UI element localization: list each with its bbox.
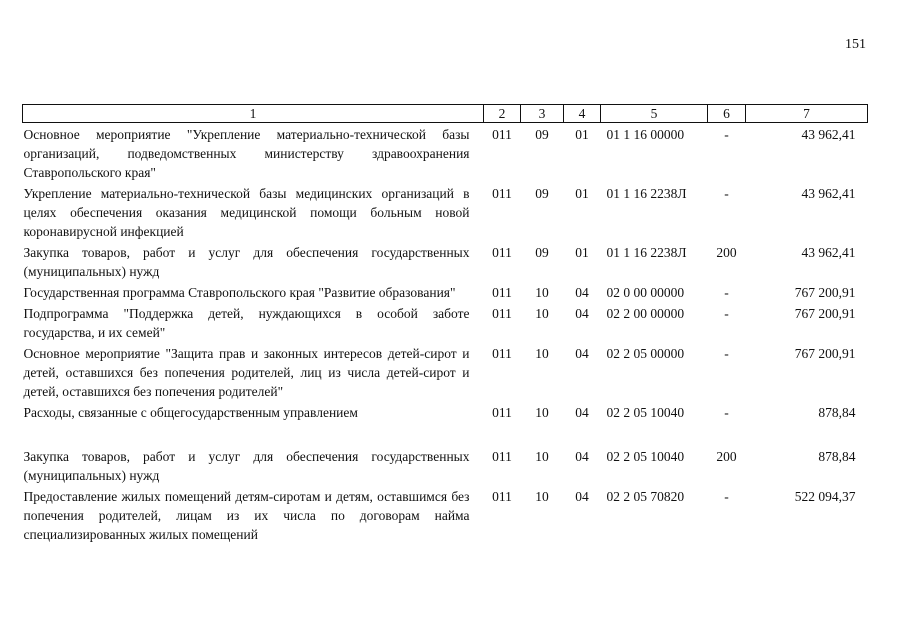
table-row [23, 445, 868, 485]
target-article: 02 0 00 00000 [606, 285, 685, 300]
section-code: 09 [535, 127, 549, 142]
section-code: 10 [535, 346, 549, 361]
header-cell: 6 [708, 105, 746, 123]
ministry-code: 011 [492, 346, 512, 361]
row-name: Основное мероприятие "Защита прав и законных интересов детей-сирот и детей, оставшихся без попечения родителей, лиц из числа детей-сирот и детей, оставшихся без попечения родителей" [23, 346, 470, 399]
subsection-code: 01 [575, 245, 589, 260]
ministry-code: 011 [492, 186, 512, 201]
header-cell: 2 [484, 105, 521, 123]
subsection-code: 04 [575, 285, 589, 300]
amount: 522 094,37 [794, 489, 856, 504]
table-row [23, 485, 868, 544]
expense-type: 200 [716, 245, 737, 260]
subsection-code: 04 [575, 306, 589, 321]
table-row [23, 342, 868, 401]
expense-type: - [724, 186, 729, 201]
section-code: 10 [535, 449, 549, 464]
table-row [23, 401, 868, 445]
table-row [23, 302, 868, 342]
table-row [23, 123, 868, 183]
ministry-code: 011 [492, 127, 512, 142]
header-cell: 3 [521, 105, 564, 123]
budget-table [22, 104, 868, 544]
target-article: 02 2 05 00000 [606, 346, 685, 361]
expense-type: - [724, 489, 729, 504]
row-name: Закупка товаров, работ и услуг для обеспечения государственных (муниципальных) нужд [23, 449, 470, 483]
expense-type: 200 [716, 449, 737, 464]
section-code: 09 [535, 245, 549, 260]
ministry-code: 011 [492, 285, 512, 300]
section-code: 10 [535, 405, 549, 420]
ministry-code: 011 [492, 489, 512, 504]
expense-type: - [724, 306, 729, 321]
header-cell: 1 [23, 105, 484, 123]
header-row [23, 105, 868, 123]
page-number: 151 [845, 37, 866, 52]
ministry-code: 011 [492, 306, 512, 321]
table-row [23, 281, 868, 302]
section-code: 10 [535, 306, 549, 321]
ministry-code: 011 [492, 245, 512, 260]
row-name: Подпрограмма "Поддержка детей, нуждающихся в особой заботе государства, и их семей" [23, 306, 470, 340]
subsection-code: 01 [575, 186, 589, 201]
expense-type: - [724, 127, 729, 142]
row-name: Расходы, связанные с общегосударственным управлением [23, 405, 358, 420]
row-name: Закупка товаров, работ и услуг для обеспечения государственных (муниципальных) нужд [23, 245, 470, 279]
header-cell: 5 [601, 105, 708, 123]
row-name: Государственная программа Ставропольского края "Развитие образования" [23, 285, 456, 300]
amount: 43 962,41 [801, 245, 856, 260]
header-cell: 7 [746, 105, 868, 123]
subsection-code: 04 [575, 449, 589, 464]
row-name: Предоставление жилых помещений детям-сиротам и детям, оставшимся без попечения родителей, лицам из их числа по договорам найма специализированных жилых помещений [23, 489, 470, 542]
amount: 878,84 [818, 449, 856, 464]
subsection-code: 04 [575, 346, 589, 361]
expense-type: - [724, 405, 729, 420]
target-article: 02 2 00 00000 [606, 306, 685, 321]
amount: 767 200,91 [794, 285, 856, 300]
subsection-code: 01 [575, 127, 589, 142]
target-article: 02 2 05 10040 [606, 449, 685, 464]
section-code: 10 [535, 285, 549, 300]
section-code: 10 [535, 489, 549, 504]
ministry-code: 011 [492, 405, 512, 420]
target-article: 02 2 05 70820 [606, 489, 685, 504]
amount: 767 200,91 [794, 306, 856, 321]
target-article: 01 1 16 2238Л [606, 186, 687, 201]
subsection-code: 04 [575, 489, 589, 504]
amount: 43 962,41 [801, 186, 856, 201]
expense-type: - [724, 285, 729, 300]
row-name: Укрепление материально-технической базы медицинских организаций в целях обеспечения оказания медицинской помощи больным новой коронавирусной инфекцией [23, 186, 470, 239]
table-row [23, 241, 868, 281]
target-article: 01 1 16 2238Л [606, 245, 687, 260]
target-article: 01 1 16 00000 [606, 127, 685, 142]
row-name: Основное мероприятие "Укрепление материально-технической базы организаций, подведомственных министерству здравоохранения Ставропольского края" [23, 127, 470, 180]
subsection-code: 04 [575, 405, 589, 420]
amount: 43 962,41 [801, 127, 856, 142]
table-row [23, 182, 868, 241]
header-cell: 4 [564, 105, 601, 123]
target-article: 02 2 05 10040 [606, 405, 685, 420]
expense-type: - [724, 346, 729, 361]
amount: 767 200,91 [794, 346, 856, 361]
section-code: 09 [535, 186, 549, 201]
ministry-code: 011 [492, 449, 512, 464]
amount: 878,84 [818, 405, 856, 420]
